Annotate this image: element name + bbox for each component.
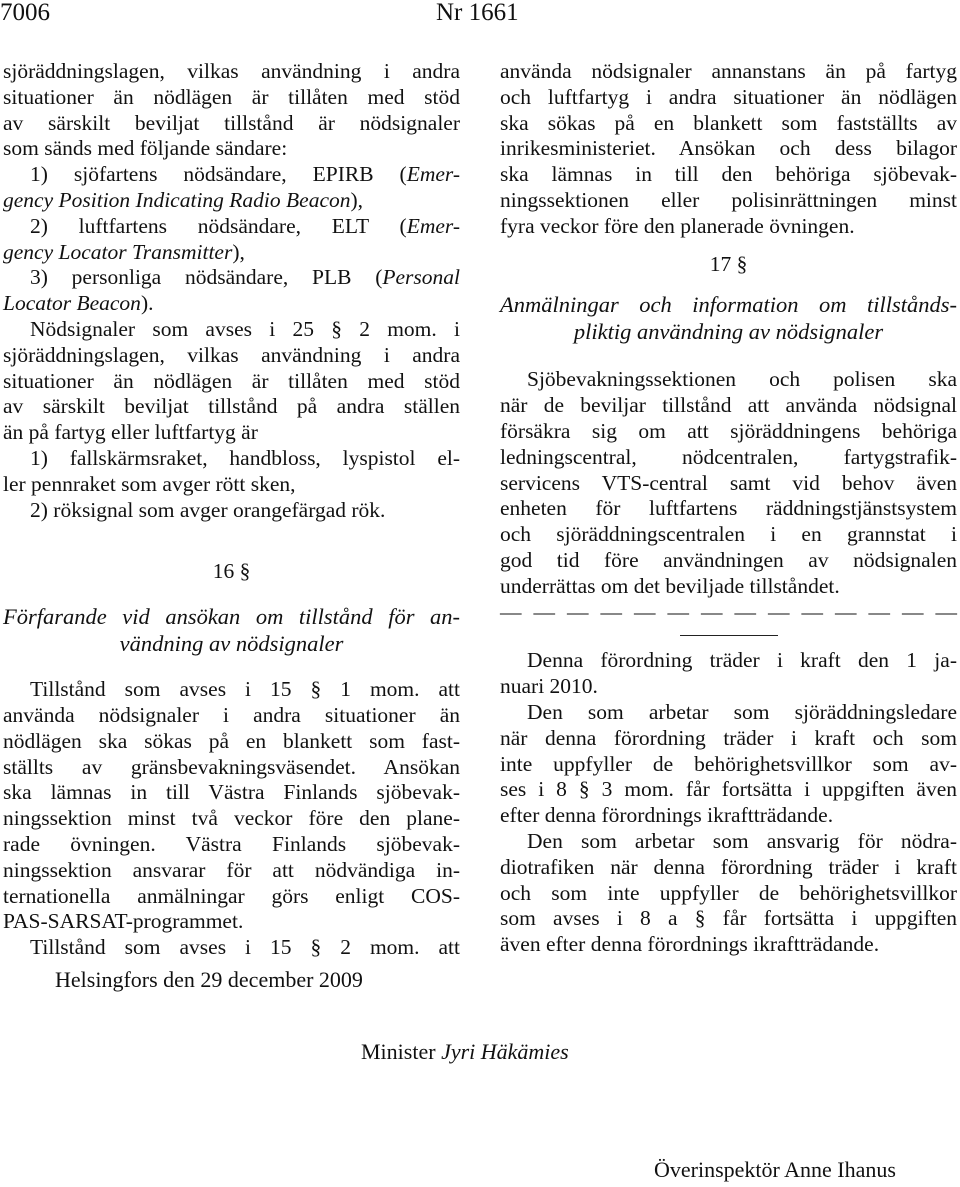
text-line: gency Locator Transmitter), — [3, 239, 245, 264]
text-line: gency Position Indicating Radio Beacon), — [3, 187, 364, 212]
text-line: diotrafiken när denna förordning träder i kraft — [500, 854, 957, 879]
text-line: underrättas om det beviljade tillståndet. — [500, 573, 840, 598]
section-heading: Förfarande vid ansökan om tillstånd för an- — [3, 604, 460, 630]
text-line: använda nödsignaler annanstans än på fartyg — [500, 59, 957, 83]
text-line: PAS-SARSAT-programmet. — [3, 909, 244, 934]
text-line: än på fartyg eller luftfartyg är — [3, 420, 258, 445]
minister-name: Jyri Häkämies — [441, 1039, 569, 1064]
text-line: 3) personliga nödsändare, PLB (Personal — [30, 265, 460, 290]
page-number: 7006 — [0, 0, 50, 26]
horizontal-rule — [680, 635, 778, 636]
text-line: ska lämnas in till Västra Finlands sjöbevak- — [3, 780, 460, 805]
text-line: ningssektion ansvarar för att nödvändiga in- — [3, 857, 460, 882]
text-part: 1) sjöfartens nödsändare, EPIRB ( — [30, 162, 407, 187]
section-heading: pliktig användning av nödsignaler — [573, 319, 884, 345]
text-line: 1) sjöfartens nödsändare, EPIRB (Emer- — [30, 162, 460, 187]
text-line: Tillstånd som avses i 15 § 1 mom. att — [30, 677, 460, 702]
text-line: nödlägen ska sökas på en blankett som fast- — [3, 728, 460, 753]
text-line: 2) röksignal som avger orangefärgad rök. — [30, 497, 386, 522]
text-line: inte uppfyller de behörighetsvillkor som av- — [500, 751, 957, 776]
left-column — [3, 59, 460, 961]
text-line: efter denna förordnings ikraftträdande. — [500, 803, 834, 828]
issue-number: Nr 1661 — [436, 0, 519, 26]
section-number: 16 § — [212, 559, 251, 584]
text-line: och sjöräddningscentralen i en grannstat i — [500, 522, 957, 547]
minister-signature — [361, 1039, 569, 1065]
text-line: ställts av gränsbevakningsväsendet. Ansökan — [3, 754, 460, 779]
text-line: av särskilt beviljat tillstånd är nödsignaler — [3, 110, 460, 135]
text-line: och som inte uppfyller de behörighetsvillkor — [500, 880, 957, 905]
text-line: Sjöbevakningssektionen och polisen ska — [527, 367, 957, 392]
text-line: inrikesministeriet. Ansökan och dess bilagor — [500, 136, 957, 161]
minister-title: Minister — [361, 1039, 436, 1064]
section-heading: vändning av nödsignaler — [119, 631, 344, 657]
text-line: när de beviljar tillstånd att använda nödsignal — [500, 393, 957, 418]
text-line: när denna förordning träder i kraft och som — [500, 725, 957, 750]
text-line: ska sökas på en blankett som fastställts av — [500, 110, 957, 135]
text-line: situationer än nödlägen är tillåten med stöd — [3, 368, 460, 393]
text-line: servicens VTS-central samt vid behov även — [500, 470, 957, 495]
inspector-signature: Överinspektör Anne Ihanus — [654, 1157, 896, 1182]
text-line: 2) luftfartens nödsändare, ELT (Emer- — [30, 213, 460, 238]
text-line: nuari 2010. — [500, 674, 598, 699]
text-line: ningssektionen eller polisinrättningen minst — [500, 187, 957, 212]
text-line: som avses i 8 a § får fortsätta i uppgiften — [500, 906, 957, 931]
text-line: ledningscentral, nödcentralen, fartygstrafik- — [500, 444, 957, 469]
dash-separator: — — — — — — — — — — — — — — — [500, 599, 957, 624]
text-line: ternationella anmälningar görs enligt COS- — [3, 883, 460, 908]
text-line: ler pennraket som avger rött sken, — [3, 471, 296, 496]
text-line: Tillstånd som avses i 15 § 2 mom. att — [30, 935, 460, 960]
place-date: Helsingfors den 29 december 2009 — [55, 967, 363, 992]
text-line: situationer än nödlägen är tillåten med stöd — [3, 84, 460, 109]
text-line: 1) fallskärmsraket, handbloss, lyspistol el- — [30, 445, 460, 470]
text-line: fyra veckor före den planerade övningen. — [500, 213, 855, 238]
section-heading: Anmälningar och information om tillstånds- — [500, 292, 957, 318]
text-line: ningssektion minst två veckor före den plane- — [3, 806, 460, 831]
text-line: och luftfartyg i andra situationer än nödlägen — [500, 84, 957, 109]
text-line: ska lämnas in till den behöriga sjöbevak- — [500, 162, 957, 187]
text-line: som sänds med följande sändare: — [3, 136, 288, 161]
text-line: Nödsignaler som avses i 25 § 2 mom. i — [30, 316, 460, 341]
text-line: sjöräddningslagen, vilkas användning i andra — [3, 59, 460, 83]
text-line: sjöräddningslagen, vilkas användning i andra — [3, 342, 460, 367]
right-column — [500, 59, 957, 958]
text-line: ses i 8 § 3 mom. får fortsätta i uppgiften även — [500, 777, 957, 802]
text-line: enheten för luftfartens räddningstjänstsystem — [500, 496, 957, 521]
text-line: god tid före användningen av nödsignalen — [500, 547, 957, 572]
text-line: Den som arbetar som sjöräddningsledare — [527, 699, 957, 724]
text-line: Den som arbetar som ansvarig för nödra- — [527, 828, 957, 853]
text-line: använda nödsignaler i andra situationer än — [3, 702, 460, 727]
text-line: även efter denna förordnings ikraftträdande. — [500, 932, 880, 957]
text-line: rade övningen. Västra Finlands sjöbevak- — [3, 831, 460, 856]
text-line: Locator Beacon). — [3, 291, 154, 316]
text-line: försäkra sig om att sjöräddningens behöriga — [500, 418, 957, 443]
text-line: av särskilt beviljat tillstånd på andra ställen — [3, 394, 460, 419]
section-number: 17 § — [709, 251, 748, 276]
text-line: Denna förordning träder i kraft den 1 ja- — [527, 648, 957, 673]
